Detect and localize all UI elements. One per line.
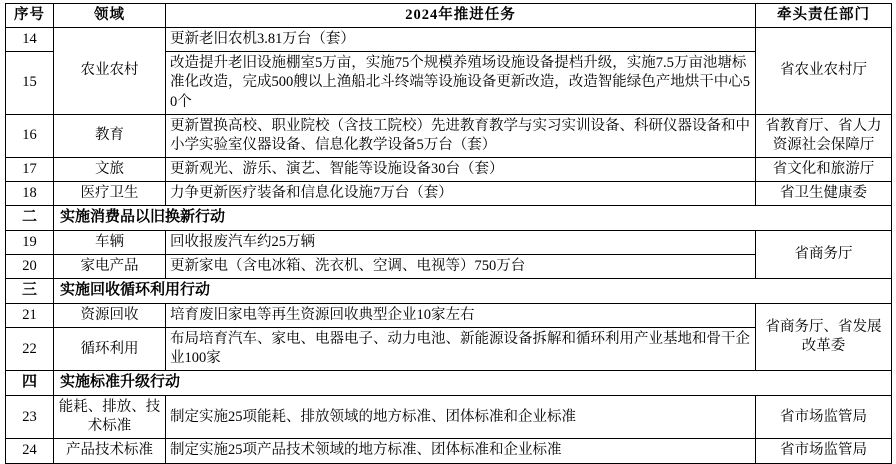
row-index: 14	[6, 28, 54, 52]
table-row	[6, 439, 892, 463]
column-header-field: 领域	[54, 4, 166, 28]
table-row	[6, 157, 892, 181]
table-row	[6, 303, 892, 327]
table-body	[6, 28, 892, 463]
row-index: 24	[6, 439, 54, 463]
section-index: 三	[6, 279, 54, 304]
row-index: 23	[6, 396, 54, 439]
section-title: 实施回收循环利用行动	[54, 279, 892, 304]
row-index: 18	[6, 182, 54, 206]
section-title: 实施标准升级行动	[54, 371, 892, 396]
row-field: 教育	[54, 114, 166, 157]
row-field: 农业农村	[54, 28, 166, 115]
table-row	[6, 182, 892, 206]
row-task: 改造提升老旧设施棚室5万亩，实施75个规模养殖场设施设备提档升级，实施7.5万亩池塘标准化改造，完成500艘以上渔船北斗终端等设施设备更新改造，改造智能绿色产地烘干中心50个	[166, 52, 756, 114]
row-department: 省商务厅、省发展改革委	[756, 303, 892, 370]
row-index: 17	[6, 157, 54, 181]
table-section-row	[6, 206, 892, 231]
row-index: 20	[6, 255, 54, 279]
section-index: 二	[6, 206, 54, 231]
row-department: 省农业农村厅	[756, 28, 892, 115]
row-index: 15	[6, 52, 54, 114]
row-task: 回收报废汽车约25万辆	[166, 230, 756, 254]
row-department: 省文化和旅游厅	[756, 157, 892, 181]
row-field: 资源回收	[54, 303, 166, 327]
row-task: 培育废旧家电等再生资源回收典型企业10家左右	[166, 303, 756, 327]
row-field: 循环利用	[54, 328, 166, 371]
row-department: 省市场监管局	[756, 396, 892, 439]
task-table	[5, 3, 892, 464]
row-index: 19	[6, 230, 54, 254]
row-task: 力争更新医疗装备和信息化设施7万台（套）	[166, 182, 756, 206]
row-task: 更新置换高校、职业院校（含技工院校）先进教育教学与实习实训设备、科研仪器设备和中小学实验室仪器设备、信息化教学设备5万台（套）	[166, 114, 756, 157]
row-field: 家电产品	[54, 255, 166, 279]
row-task: 制定实施25项产品技术领域的地方标准、团体标准和企业标准	[166, 439, 756, 463]
row-index: 16	[6, 114, 54, 157]
table-section-row	[6, 279, 892, 304]
section-title: 实施消费品以旧换新行动	[54, 206, 892, 231]
row-department: 省市场监管局	[756, 439, 892, 463]
row-index: 22	[6, 328, 54, 371]
row-field: 产品技术标准	[54, 439, 166, 463]
row-department: 省卫生健康委	[756, 182, 892, 206]
row-task: 更新观光、游乐、演艺、智能等设施设备30台（套）	[166, 157, 756, 181]
table-row	[6, 114, 892, 157]
row-index: 21	[6, 303, 54, 327]
row-field: 车辆	[54, 230, 166, 254]
column-header-dept: 牵头责任部门	[756, 4, 892, 28]
table-section-row	[6, 371, 892, 396]
row-field: 文旅	[54, 157, 166, 181]
row-task: 更新家电（含电冰箱、洗衣机、空调、电视等）750万台	[166, 255, 756, 279]
table-row	[6, 230, 892, 254]
table-row	[6, 396, 892, 439]
column-header-no: 序号	[6, 4, 54, 28]
column-header-task: 2024年推进任务	[166, 4, 756, 28]
section-index: 四	[6, 371, 54, 396]
table-row	[6, 28, 892, 52]
row-task: 布局培育汽车、家电、电器电子、动力电池、新能源设备拆解和循环利用产业基地和骨干企业100家	[166, 328, 756, 371]
row-department: 省商务厅	[756, 230, 892, 278]
row-task: 更新老旧农机3.81万台（套）	[166, 28, 756, 52]
row-task: 制定实施25项能耗、排放领域的地方标准、团体标准和企业标准	[166, 396, 756, 439]
row-field: 医疗卫生	[54, 182, 166, 206]
table-header-row	[6, 4, 892, 28]
row-department: 省教育厅、省人力资源社会保障厅	[756, 114, 892, 157]
row-field: 能耗、排放、技术标准	[54, 396, 166, 439]
